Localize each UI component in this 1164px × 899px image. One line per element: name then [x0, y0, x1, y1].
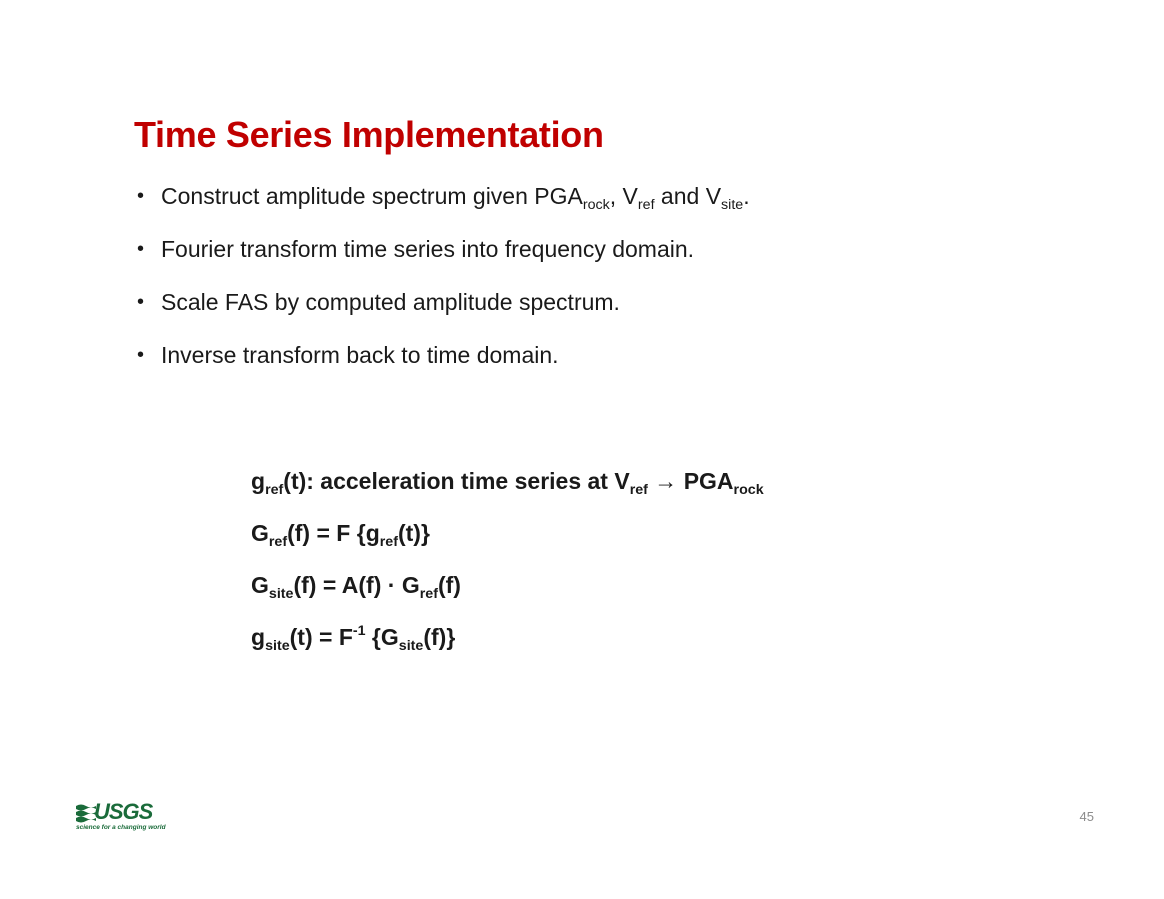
bullet-text: Fourier transform time series into frequency domain. — [161, 236, 695, 262]
bullet-text: Construct amplitude spectrum given PGA — [161, 183, 583, 209]
eq-text: (f) — [437, 572, 461, 598]
equation-1 — [251, 461, 764, 501]
bullet-icon: • — [137, 291, 145, 313]
bullet-list — [134, 176, 750, 388]
eq-text: {G — [365, 624, 399, 650]
equation-3 — [251, 565, 764, 605]
bullet-text: Scale FAS by computed amplitude spectrum. — [161, 289, 620, 315]
eq-text: → PGA — [647, 468, 734, 494]
subscript: site — [398, 637, 424, 654]
subscript: ref — [629, 481, 648, 498]
page-number: 45 — [1079, 809, 1094, 824]
bullet-item-3 — [134, 282, 750, 322]
subscript: rock — [733, 481, 764, 498]
bullet-text: . — [743, 183, 750, 209]
eq-text: (f) = A(f) · G — [293, 572, 420, 598]
equation-2 — [251, 513, 764, 553]
bullet-item-2 — [134, 229, 750, 269]
eq-text: (t)} — [397, 520, 430, 546]
subscript: ref — [268, 533, 288, 550]
subscript: ref — [637, 196, 655, 213]
bullet-icon: • — [137, 238, 145, 260]
bullet-icon: • — [137, 185, 145, 207]
bullet-text: and V — [654, 183, 722, 209]
equation-4 — [251, 617, 764, 657]
equation-block — [251, 461, 764, 669]
subscript: ref — [379, 533, 398, 550]
subscript: site — [265, 637, 290, 654]
bullet-icon: • — [137, 344, 145, 366]
usgs-wave-icon — [76, 803, 96, 825]
superscript: -1 — [352, 623, 366, 640]
subscript: rock — [582, 196, 610, 213]
bullet-item-1 — [134, 176, 750, 216]
eq-text: (f) = F {g — [287, 520, 380, 546]
logo-tagline: science for a changing world — [76, 824, 166, 831]
bullet-text: , V — [609, 183, 638, 209]
eq-text: g — [251, 624, 266, 650]
eq-text: G — [251, 572, 269, 598]
subscript: site — [721, 196, 744, 213]
usgs-logo — [76, 799, 166, 836]
slide-title: Time Series Implementation — [134, 114, 604, 155]
bullet-text: Inverse transform back to time domain. — [161, 342, 559, 368]
subscript: ref — [419, 585, 438, 602]
eq-text: (f)} — [423, 624, 456, 650]
logo-wordmark: USGS — [94, 799, 153, 824]
bullet-item-4 — [134, 335, 750, 375]
eq-text: (t) = F — [289, 624, 353, 650]
eq-text: (t): acceleration time series at V — [283, 468, 630, 494]
subscript: ref — [265, 481, 284, 498]
eq-text: g — [251, 468, 266, 494]
subscript: site — [268, 585, 294, 602]
eq-text: G — [251, 520, 269, 546]
